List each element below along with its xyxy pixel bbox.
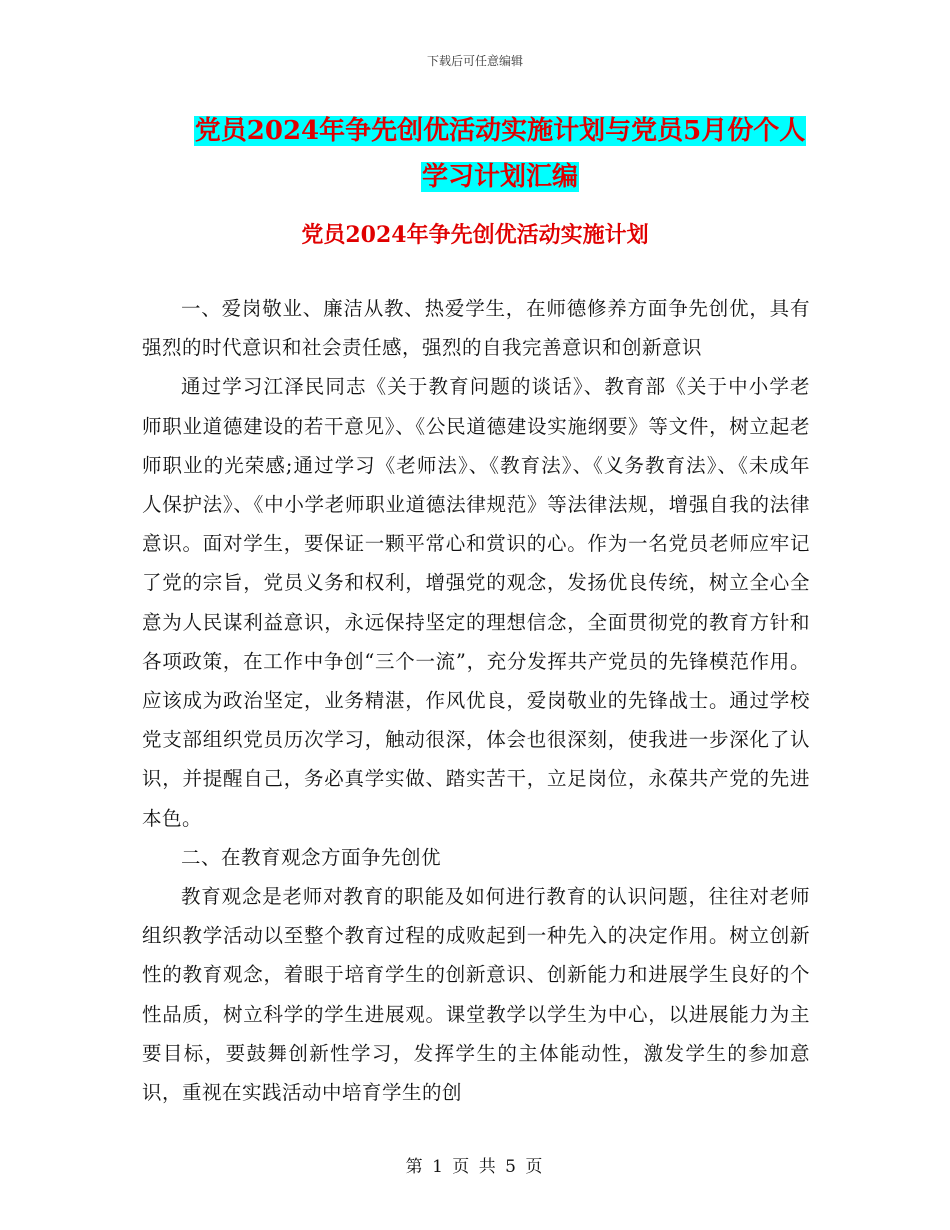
- paragraph-2: 通过学习江泽民同志《关于教育问题的谈话》、教育部《关于中小学老师职业道德建设的若干意见》、《公民道德建设实施纲要》等文件，树立起老师职业的光荣感;通过学习《老师法》、《教育法》、《义务教育法》、《未成年人保护法》、《中小学老师职业道德法律规范》等法律法规，增强自我的法律意识。面对学生，要保证一颗平常心和赏识的心。作为一名党员老师应牢记了党的宗旨，党员义务和权利，增强党的观念，发扬优良传统，树立全心全意为人民谋利益意识，永远保持坚定的理想信念，全面贯彻党的教育方针和各项政策，在工作中争创“三个一流”，充分发挥共产党员的先锋模范作用。应该成为政治坚定，业务精湛，作风优良，爱岗敬业的先锋战士。通过学校党支部组织党员历次学习，触动很深，体会也很深刻，使我进一步深化了认识，并提醒自己，务必真学实做、踏实苦干，立足岗位，永葆共产党的先进本色。: [142, 375, 810, 830]
- section-title: 党员2024年争先创优活动实施计划: [301, 222, 649, 248]
- page-footer: 第 1 页 共 5 页: [405, 1157, 545, 1177]
- header-note: 下载后可任意编辑: [426, 54, 523, 68]
- paragraph-3: 二、在教育观念方面争先创优: [181, 845, 442, 869]
- paragraph-1: 一、爱岗敬业、廉洁从教、热爱学生，在师德修养方面争先创优，具有强烈的时代意识和社会责任感，强烈的自我完善意识和创新意识: [142, 297, 810, 360]
- document-title: [140, 108, 860, 200]
- document-body: [142, 289, 810, 1112]
- document-title-line-2: 学习计划汇编: [421, 162, 578, 192]
- paragraph-4: 教育观念是老师对教育的职能及如何进行教育的认识问题，往往对老师组织教学活动以至整个教育过程的成败起到一种先入的决定作用。树立创新性的教育观念，着眼于培育学生的创新意识、创新能力和进展学生良好的个性品质，树立科学的学生进展观。课堂教学以学生为中心，以进展能力为主要目标，要鼓舞创新性学习，发挥学生的主体能动性，激发学生的参加意识，重视在实践活动中培育学生的创: [142, 885, 810, 1105]
- document-title-line-1: 党员2024年争先创优活动实施计划与党员5月份个人: [194, 116, 806, 146]
